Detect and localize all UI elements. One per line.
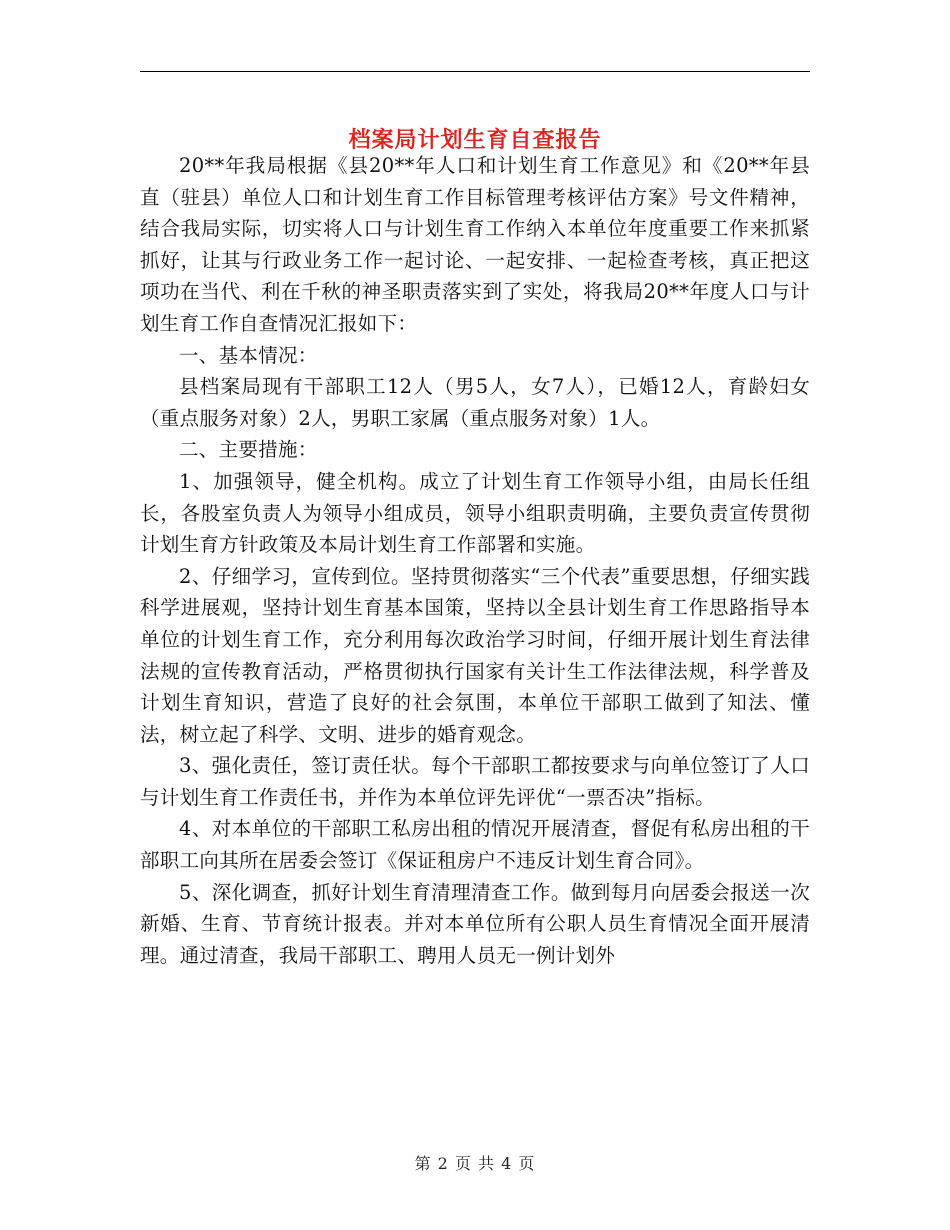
document-body — [140, 150, 810, 971]
page-number: 第 2 页 共 4 页 — [414, 1154, 536, 1173]
header-rule — [140, 71, 810, 72]
section-heading-main-measures: 二、主要措施： — [179, 438, 318, 462]
paragraph-measure-4: 4、对本单位的干部职工私房出租的情况开展清查，督促有私房出租的干部职工向其所在居委会签订《保证租房户不违反计划生育合同》。 — [140, 817, 810, 873]
document-title: 档案局计划生育自查报告 — [348, 126, 602, 153]
paragraph-measure-3: 3、强化责任，签订责任状。每个干部职工都按要求与向单位签订了人口与计划生育工作责任书，并作为本单位评先评优“一票否决”指标。 — [140, 754, 810, 809]
paragraph-basic-situation: 县档案局现有干部职工12人（男5人，女7人），已婚12人，育龄妇女（重点服务对象）2人，男职工家属（重点服务对象）1人。 — [140, 375, 810, 430]
section-heading-basic-situation: 一、基本情况： — [179, 343, 318, 367]
paragraph-measure-5: 5、深化调查，抓好计划生育清理清查工作。做到每月向居委会报送一次新婚、生育、节育统计报表。并对本单位所有公职人员生育情况全面开展清理。通过清查，我局干部职工、聘用人员无一例计划外 — [140, 880, 810, 967]
paragraph-intro: 20**年我局根据《县20**年人口和计划生育工作意见》和《20**年县直（驻县）单位人口和计划生育工作目标管理考核评估方案》号文件精神，结合我局实际，切实将人口与计划生育工作纳入本单位年度重要工作来抓紧抓好，让其与行政业务工作一起讨论、一起安排、一起检查考核，真正把这项功在当代、利在千秋的神圣职责落实到了实处，将我局20**年度人口与计划生育工作自查情况汇报如下： — [140, 154, 810, 335]
paragraph-measure-1: 1、加强领导，健全机构。成立了计划生育工作领导小组，由局长任组长，各股室负责人为领导小组成员，领导小组职责明确，主要负责宣传贯彻计划生育方针政策及本局计划生育工作部署和实施。 — [140, 469, 810, 557]
paragraph-measure-2: 2、仔细学习，宣传到位。坚持贯彻落实“三个代表”重要思想，仔细实践科学进展观，坚持计划生育基本国策，坚持以全县计划生育工作思路指导本单位的计划生育工作，充分利用每次政治学习时间，仔细开展计划生育法律法规的宣传教育活动，严格贯彻执行国家有关计生工作法律法规，科学普及计划生育知识，营造了良好的社会氛围，本单位干部职工做到了知法、懂法，树立起了科学、文明、进步的婚育观念。 — [140, 564, 810, 746]
